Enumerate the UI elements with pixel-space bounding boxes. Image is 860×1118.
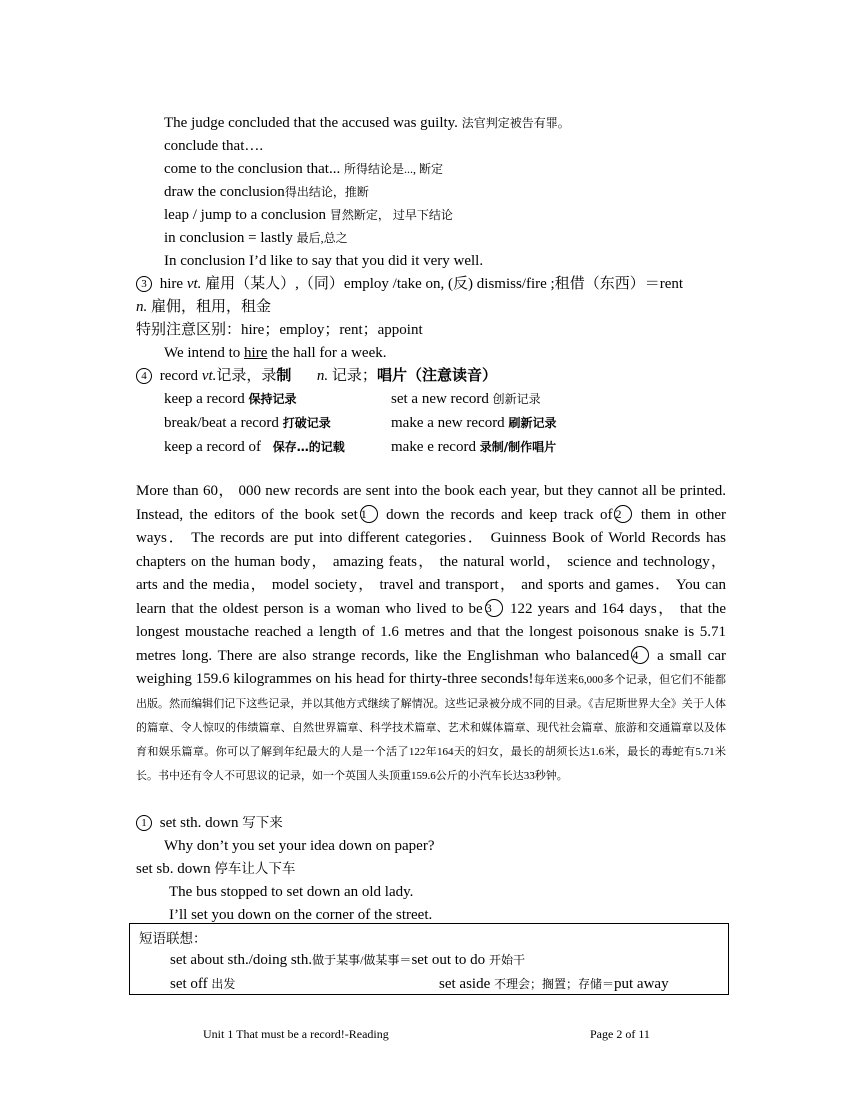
- footer-unit-title: Unit 1 That must be a record!-Reading: [203, 1027, 389, 1041]
- vocab-hire-def: 雇用（某人）,（同）employ /take on, (反) dismiss/fire ;租借（东西）＝rent: [205, 276, 684, 292]
- record-phrase-2: [391, 389, 541, 409]
- phrase-set-out-cn: 开始干: [488, 953, 525, 967]
- example-hire-underlined: hire: [244, 345, 268, 361]
- phrase-put-away: put away: [614, 976, 669, 992]
- vocab-hire-noun-def: 雇佣，租用，租金: [151, 299, 272, 315]
- vocab-hire-noun: [136, 297, 271, 317]
- item-number-4: 4: [136, 368, 152, 384]
- record-phrase-1: [164, 389, 297, 409]
- phrase-leap-cn: 冒然断定， 过早下结论: [329, 208, 453, 222]
- record-phrase-2-cn: 创新记录: [492, 392, 541, 406]
- phrase-in-conclusion-cn: 最后,总之: [296, 231, 348, 245]
- phrase-box-row-1: [170, 950, 525, 970]
- phrase-set-about-cn: 做于某事/做某事＝: [312, 953, 412, 967]
- example-hire: [164, 343, 386, 363]
- record-phrase-1-en: keep a record: [164, 391, 245, 407]
- item-number-1: 1: [136, 815, 152, 831]
- vocab-set-down: [136, 813, 283, 833]
- record-phrase-5-cn: 保存…的记载: [272, 440, 345, 454]
- vocab-record-def1: 记录，录: [216, 368, 277, 384]
- phrase-leap-en: leap / jump to a conclusion: [164, 207, 327, 223]
- example-set-down-2: The bus stopped to set down an old lady.: [169, 884, 414, 900]
- phrase-box-row-2a: [170, 974, 235, 994]
- record-phrase-6-en: make e record: [391, 439, 476, 455]
- phrase-set-off-cn: 出发: [211, 977, 236, 991]
- reading-passage: [136, 480, 726, 788]
- passage-marker-4: 4: [631, 646, 649, 664]
- record-phrase-3-en: break/beat a record: [164, 415, 279, 431]
- phrase-draw-cn: 得出结论，推断: [284, 185, 369, 199]
- note-distinguish: 特别注意区别：hire；employ；rent；appoint: [136, 322, 423, 338]
- phrase-set-off: set off: [170, 976, 208, 992]
- example-judge-en: The judge concluded that the accused was guilty.: [164, 115, 458, 131]
- record-phrase-5-en: keep a record of: [164, 439, 262, 455]
- passage-marker-1: 1: [360, 505, 378, 523]
- phrase-box-row-2b: [439, 974, 669, 994]
- vocab-record-pos: vt.: [201, 368, 217, 384]
- passage-marker-3: 3: [485, 599, 503, 617]
- phrase-set-about: set about sth./doing sth.: [170, 952, 313, 968]
- example-set-down-3: I’ll set you down on the corner of the street.: [169, 907, 433, 923]
- vocab-record-def2: 记录；: [331, 368, 377, 384]
- vocab-hire: [136, 274, 683, 294]
- phrase-in-conclusion: [164, 228, 348, 248]
- passage-marker-2: 2: [614, 505, 632, 523]
- item-number-3: 3: [136, 276, 152, 292]
- record-phrase-6-cn: 录制/制作唱片: [479, 440, 557, 454]
- phrase-box-title: 短语联想：: [139, 931, 207, 946]
- phrase-set-aside-cn: 不理会；搁置；存储＝: [493, 977, 614, 991]
- passage-text-1: More than 60， 000 new records are sent into the book each year, but they cannot all be printed. Instead, the editors of the book set: [136, 483, 726, 523]
- phrase-set-out: set out to do: [411, 952, 486, 968]
- example-in-conclusion: In conclusion I’d like to say that you did it very well.: [164, 253, 484, 269]
- vocab-record-noun-pos: n.: [316, 368, 329, 384]
- footer-page-number: Page 2 of 11: [590, 1027, 650, 1041]
- record-phrase-4-cn: 刷新记录: [508, 416, 557, 430]
- passage-text-3: them in other ways． The records are put into different categories． Guinness Book of World Records has chapters on the human body， amazing feats， the natural world， science and technology， arts and the media， model society， travel and transport， and sports and games． You can learn that the oldest person is a woman who lived to be: [136, 506, 727, 617]
- example-hire-after: the hall for a week.: [267, 345, 387, 361]
- example-judge-cn: 法官判定被告有罪。: [461, 116, 570, 130]
- record-phrase-3: [164, 413, 331, 433]
- phrase-leap: [164, 205, 453, 225]
- phrase-draw: [164, 182, 369, 202]
- vocab-record-word: record: [159, 368, 199, 384]
- record-phrase-6: [391, 437, 556, 457]
- vocab-hire-pos: vt.: [186, 276, 202, 292]
- passage-text-5: a small car weighing 159.6 kilogrammes on his head for thirty-three seconds!: [136, 647, 726, 687]
- passage-translation: 每年送来6,000多个记录，但它们不能都出版。然而编辑们记下这些记录，并以其他方式继续了解情况。这些记录被分成不同的目录。《吉尼斯世界大全》关于人体的篇章、令人惊叹的伟绩篇章、自然世界篇章、科学技术篇章、艺术和媒体篇章、现代社会篇章、旅游和交通篇章以及体育和娱乐篇章。你可以了解到年纪最大的人是一个活了122年164天的妇女，最长的胡须长达1.6米，最长的毒蛇有5.71米长。书中还有令人不可思议的记录，如一个英国人头顶重159.6公斤的小汽车长达33秒钟。: [136, 674, 726, 782]
- passage-text-2: down the records and keep track of: [379, 506, 613, 523]
- phrase-come-to-cn: 所得结论是..., 断定: [343, 162, 443, 176]
- record-phrase-2-en: set a new record: [391, 391, 489, 407]
- example-hire-before: We intend to: [164, 345, 245, 361]
- phrase-come-to-en: come to the conclusion that...: [164, 161, 341, 177]
- record-phrase-1-cn: 保持记录: [248, 392, 297, 406]
- vocab-record: [136, 366, 497, 386]
- record-phrase-5: [164, 437, 345, 457]
- record-phrase-3-cn: 打破记录: [282, 416, 331, 430]
- phrase-in-conclusion-en: in conclusion = lastly: [164, 230, 293, 246]
- vocab-record-def2-bold: 唱片（注意读音）: [376, 368, 497, 384]
- vocab-set-down-word: set sth. down: [159, 815, 239, 831]
- vocab-hire-noun-pos: n.: [136, 299, 148, 315]
- vocab-set-down-def: 写下来: [242, 815, 283, 830]
- phrase-set-aside: set aside: [439, 976, 491, 992]
- phrase-draw-en: draw the conclusion: [164, 184, 285, 200]
- vocab-set-sb-down-def: 停车让人下车: [214, 861, 296, 876]
- phrase-association-box: [129, 923, 729, 995]
- vocab-set-sb-down-word: set sb. down: [136, 861, 211, 877]
- phrase-come-to: [164, 159, 443, 179]
- passage-text-4: 122 years and 164 days， that the longest moustache reached a length of 1.6 metres and that the longest poisonous snake is 5.71 metres long. There are also strange records, like the Englishman who balanced: [136, 600, 726, 664]
- example-set-down-1: Why don’t you set your idea down on paper?: [164, 838, 435, 854]
- example-judge: [164, 113, 570, 133]
- record-phrase-4-en: make a new record: [391, 415, 505, 431]
- vocab-hire-word: hire: [159, 276, 184, 292]
- vocab-set-sb-down: [136, 859, 295, 879]
- phrase-conclude-that: conclude that….: [164, 138, 264, 154]
- vocab-record-def1-bold: 制: [276, 368, 292, 384]
- record-phrase-4: [391, 413, 556, 433]
